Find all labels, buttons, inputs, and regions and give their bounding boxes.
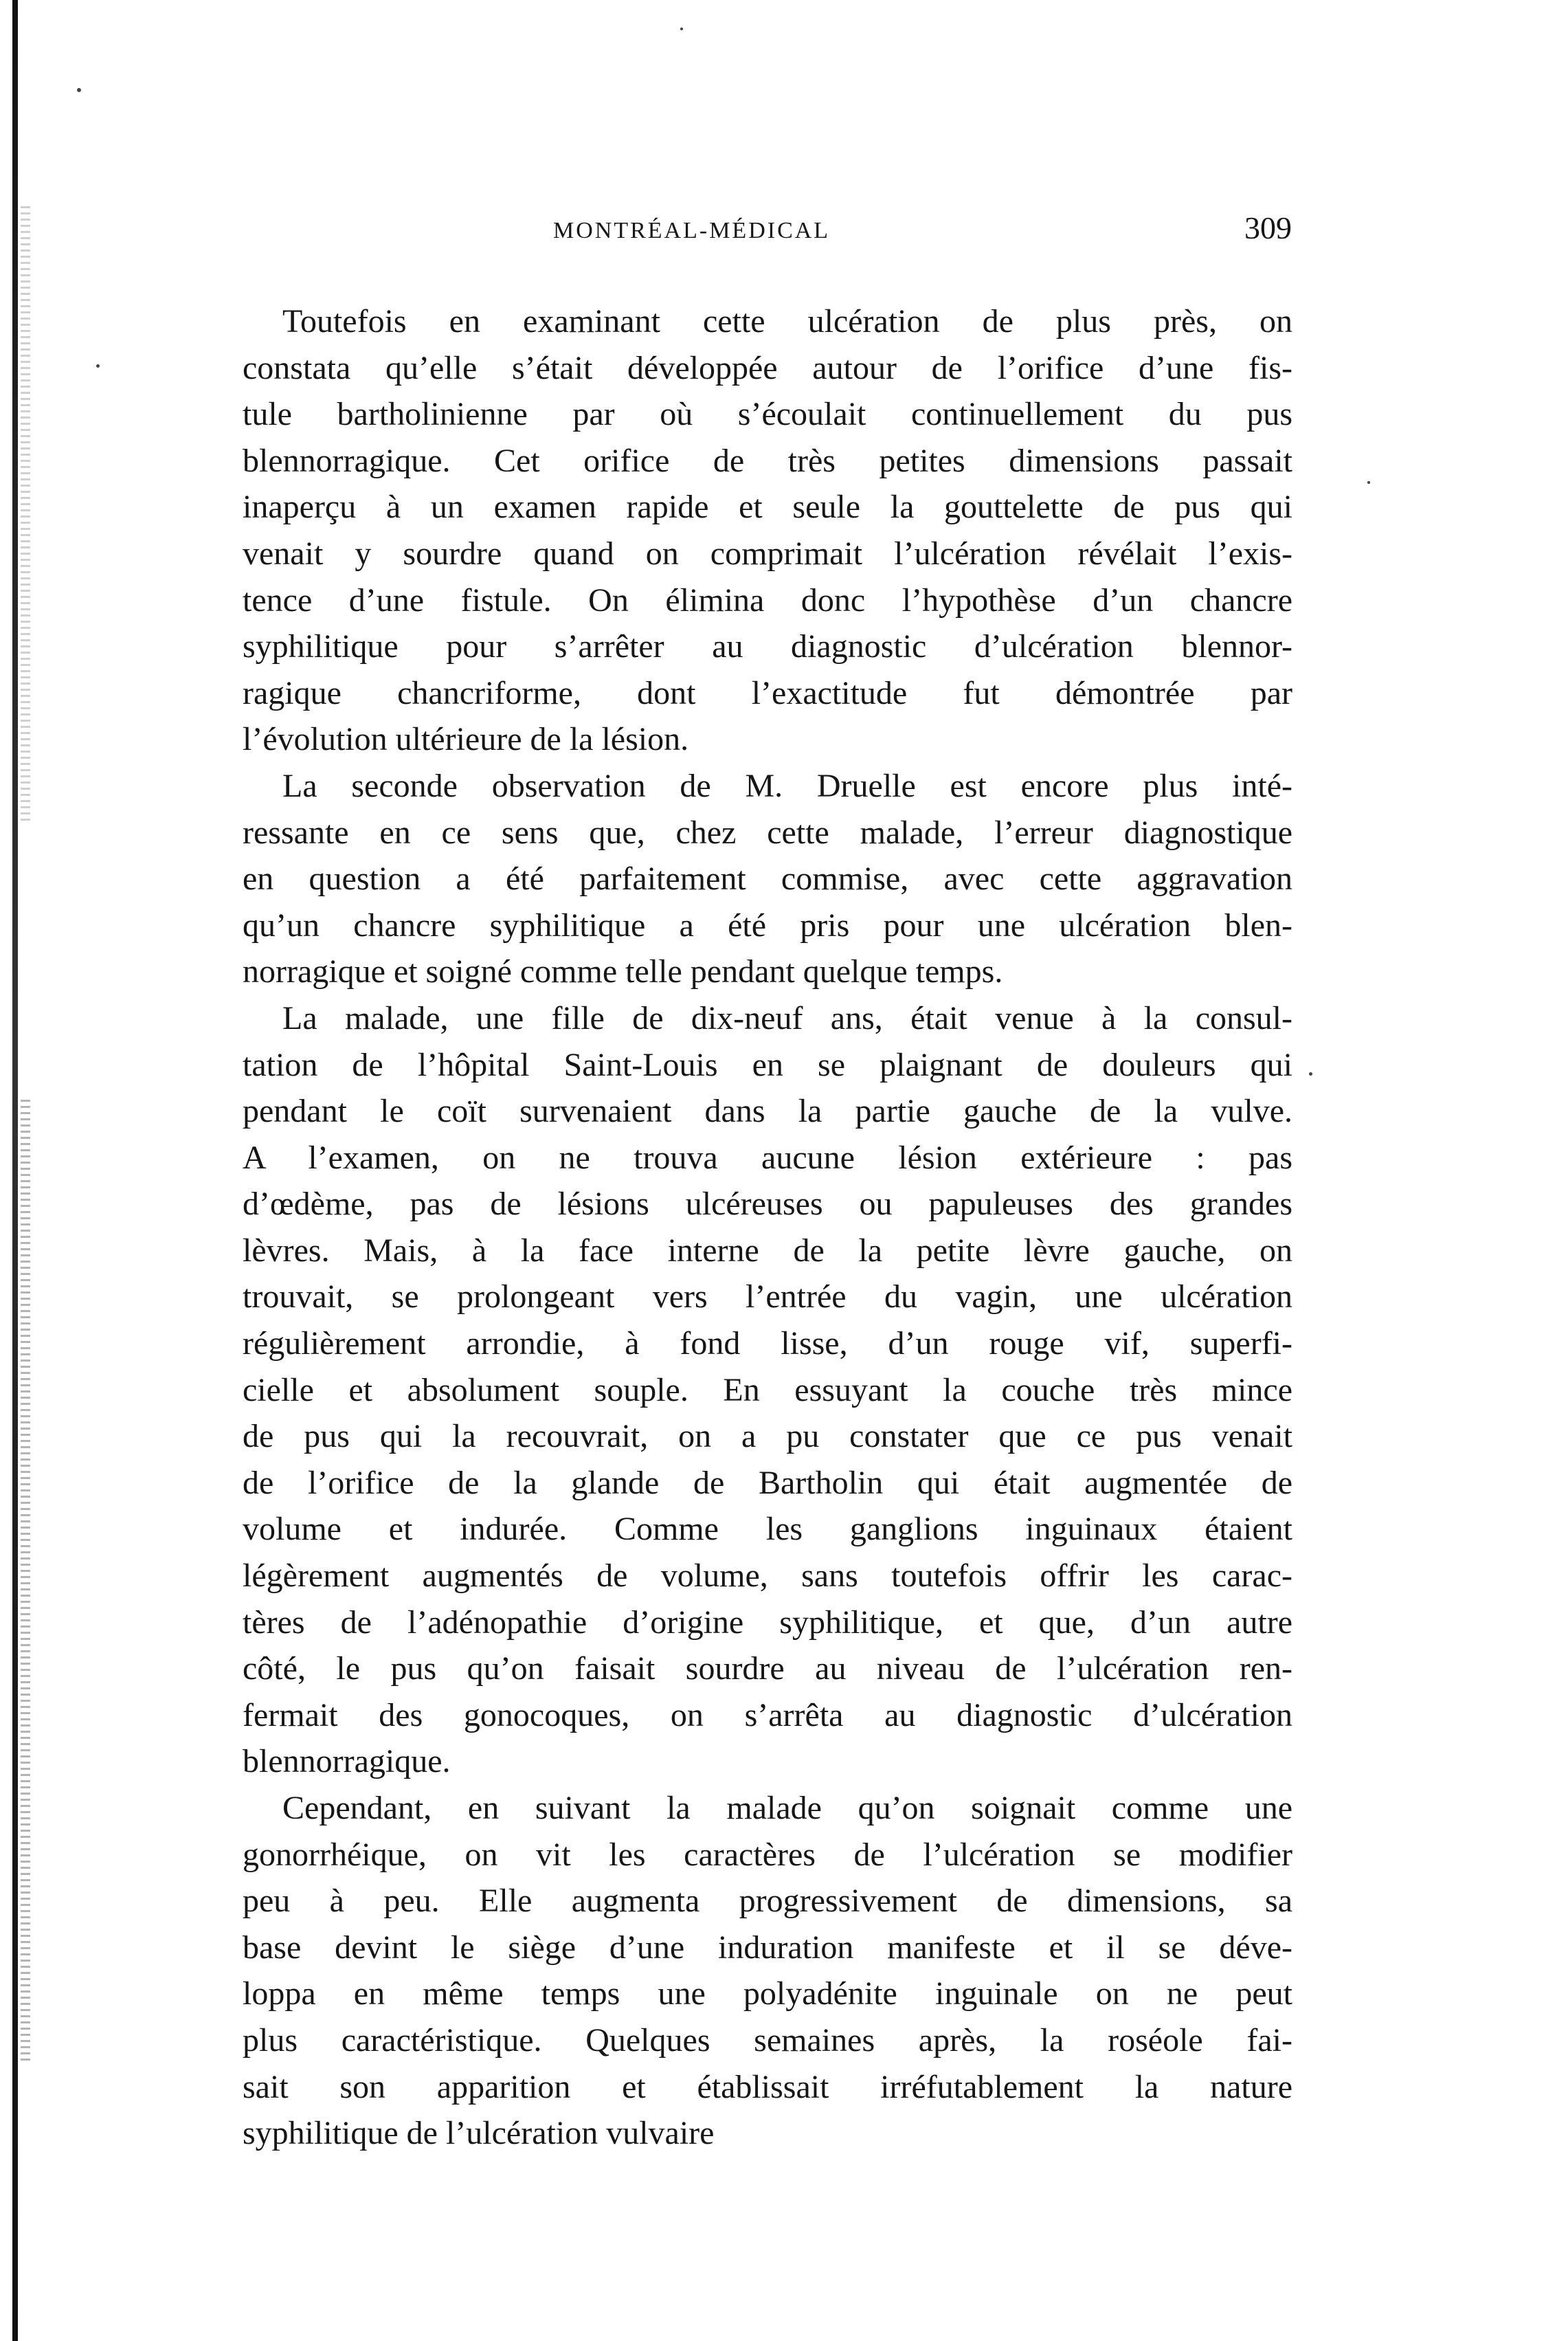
text-line: syphilitique de l’ulcération vulvaire [243,2115,715,2152]
text-line: côté, le pus qu’on faisait sourdre au niveau de l’ulcération ren- [243,1650,1292,1687]
text-line: pendant le coït survenaient dans la partie gauche de la vulve. [243,1093,1292,1130]
text-line: inaperçu à un examen rapide et seule la gouttelette de pus qui [243,489,1292,526]
text-line: tères de l’adénopathie d’origine syphilitique, et que, d’un autre [243,1604,1292,1641]
text-line: venait y sourdre quand on comprimait l’ulcération révélait l’exis- [243,535,1292,572]
scan-speck [96,364,100,368]
text-line: tence d’une fistule. On élimina donc l’hypothèse d’un chancre [243,581,1292,619]
binding-noise-bottom [21,1100,30,2062]
text-line: gonorrhéique, on vit les caractères de l’ulcération se modifier [243,1836,1292,1873]
scan-binding-edge [0,0,48,2341]
text-line: cielle et absolument souple. En essuyant la couche très mince [243,1371,1292,1408]
text-line: syphilitique pour s’arrêter au diagnostic d’ulcération blennor- [243,628,1292,665]
text-line: lèvres. Mais, à la face interne de la petite lèvre gauche, on [243,1232,1292,1269]
text-line: tation de l’hôpital Saint-Louis en se plaignant de douleurs qui [243,1046,1292,1083]
text-line: sait son apparition et établissait irréfutablement la nature [243,2068,1292,2105]
paragraph [243,763,1292,995]
scan-speck [1309,1072,1312,1076]
text-line: tule bartholinienne par où s’écoulait continuellement du pus [243,396,1292,433]
scan-speck [1367,481,1370,484]
text-line: ressante en ce sens que, chez cette malade, l’erreur diagnostique [243,814,1292,851]
text-line: trouvait, se prolongeant vers l’entrée du vagin, une ulcération [243,1278,1292,1316]
text-line: qu’un chancre syphilitique a été pris pour une ulcération blen- [243,907,1292,944]
text-line: norragique et soigné comme telle pendant quelque temps. [243,953,1003,990]
text-line: La malade, une fille de dix-neuf ans, était venue à la consul- [282,999,1292,1036]
text-line: plus caractéristique. Quelques semaines après, la roséole fai- [243,2021,1292,2059]
text-line: peu à peu. Elle augmenta progressivement de dimensions, sa [243,1883,1292,1920]
paragraph [243,1785,1292,2157]
text-line: légèrement augmentés de volume, sans toutefois offrir les carac- [243,1557,1292,1595]
text-line: l’évolution ultérieure de la lésion. [243,721,689,758]
text-line: A l’examen, on ne trouva aucune lésion extérieure : pas [243,1139,1292,1176]
text-line: d’œdème, pas de lésions ulcéreuses ou papuleuses des grandes [243,1186,1292,1223]
text-line: blennorragique. [243,1743,451,1780]
text-line: base devint le siège d’une induration manifeste et il se déve- [243,1929,1292,1966]
text-line: Cependant, en suivant la malade qu’on soignait comme une [282,1790,1292,1826]
text-line: en question a été parfaitement commise, avec cette aggravation [243,861,1292,898]
text-line: de pus qui la recouvrait, on a pu constater que ce pus venait [243,1418,1292,1455]
text-line: volume et indurée. Comme les ganglions inguinaux étaient [243,1511,1292,1548]
text-line: constata qu’elle s’était développée autour de l’orifice d’une fis- [243,349,1292,386]
text-line: loppa en même temps une polyadénite inguinale on ne peut [243,1975,1292,2012]
running-title: MONTRÉAL-MÉDICAL [553,218,831,243]
page-number: 309 [1244,210,1292,245]
paragraph [243,298,1292,763]
scan-speck [680,27,683,30]
binding-noise-top [21,206,30,825]
body-text [243,298,1292,2157]
running-head [247,210,1292,251]
text-line: régulièrement arrondie, à fond lisse, d’un rouge vif, superfi- [243,1325,1292,1362]
text-line: ragique chancriforme, dont l’exactitude fut démontrée par [243,674,1292,711]
binding-shadow [12,0,18,2341]
text-line: fermait des gonocoques, on s’arrêta au diagnostic d’ulcération [243,1696,1292,1733]
scan-speck [77,88,81,92]
text-line: de l’orifice de la glande de Bartholin qui était augmentée de [243,1464,1292,1501]
text-line: Toutefois en examinant cette ulcération de plus près, on [282,303,1292,340]
text-line: La seconde observation de M. Druelle est encore plus inté- [282,767,1292,804]
paragraph [243,995,1292,1785]
text-line: blennorragique. Cet orifice de très petites dimensions passait [243,442,1292,479]
